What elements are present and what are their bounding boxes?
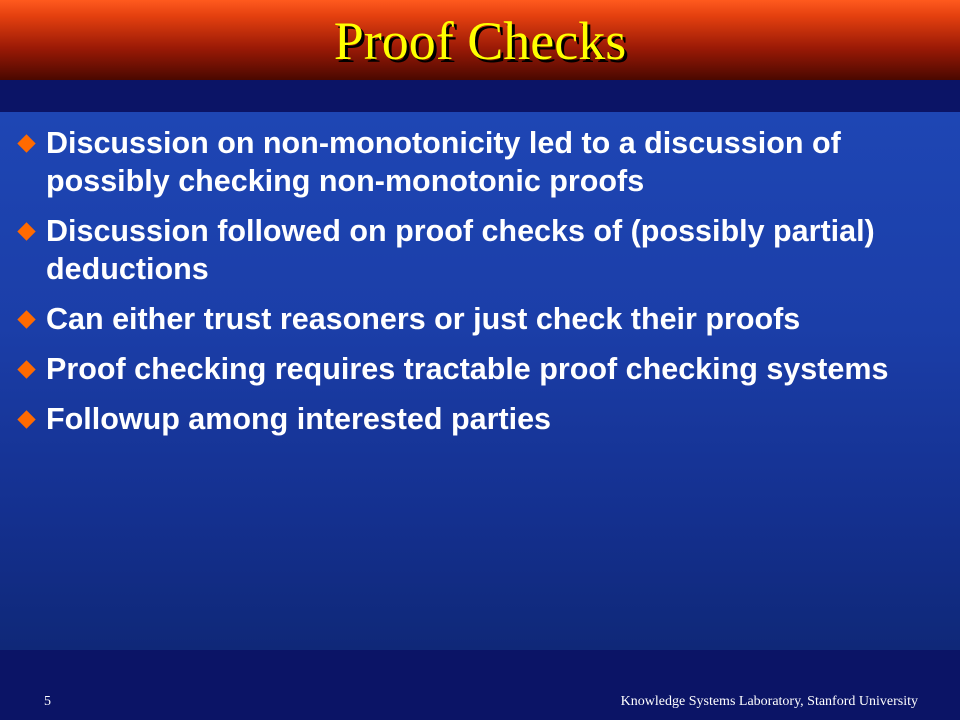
bullet-item bbox=[0, 300, 960, 338]
diamond-bullet-icon bbox=[17, 222, 35, 240]
bullet-item bbox=[0, 212, 960, 288]
footer-organization: Knowledge Systems Laboratory, Stanford University bbox=[620, 694, 918, 709]
bullet-item bbox=[0, 350, 960, 388]
slide-title: Proof Checks bbox=[333, 11, 627, 71]
diamond-bullet-icon bbox=[17, 410, 35, 428]
bullet-item bbox=[0, 400, 960, 438]
bullet-text: Proof checking requires tractable proof checking systems bbox=[46, 352, 889, 386]
slide-content bbox=[0, 112, 960, 650]
slide-footer bbox=[0, 684, 960, 720]
bullet-text: Can either trust reasoners or just check their proofs bbox=[46, 302, 801, 336]
title-bar bbox=[0, 0, 960, 80]
bullet-text: Followup among interested parties bbox=[46, 402, 552, 436]
bullet-list bbox=[0, 124, 960, 450]
header-divider-band bbox=[0, 80, 960, 112]
diamond-bullet-icon bbox=[17, 360, 35, 378]
bullet-text: Discussion on non-monotonicity led to a discussion of possibly checking non-monotonic proofs bbox=[46, 126, 841, 198]
diamond-bullet-icon bbox=[17, 134, 35, 152]
page-number: 5 bbox=[44, 694, 51, 709]
bullet-item bbox=[0, 124, 960, 200]
bullet-text: Discussion followed on proof checks of (possibly partial) deductions bbox=[46, 214, 875, 286]
footer-divider-band bbox=[0, 650, 960, 684]
diamond-bullet-icon bbox=[17, 310, 35, 328]
